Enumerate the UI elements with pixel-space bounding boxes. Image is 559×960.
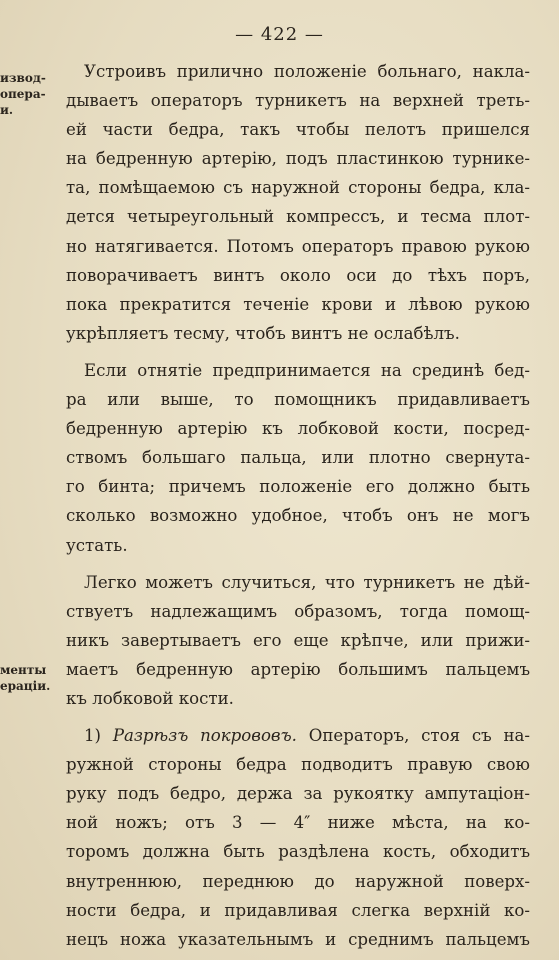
text-line: бедренную артерiю къ лобковой кости, посред-: [66, 419, 530, 439]
text-line: руку подъ бедро, держа за рукоятку ампутацiон-: [66, 784, 530, 804]
text-line: ствомъ большаго пальца, или плотно свернута-: [66, 448, 530, 468]
text-line: внутреннюю, переднюю до наружной поверх-: [66, 871, 530, 891]
margin-note: извод- опера- и.: [0, 71, 46, 117]
item-number: 1): [84, 726, 102, 746]
text-line: укрѣпляетъ тесму, чтобъ винтъ не ослабѣлъ.: [66, 323, 460, 343]
paragraph: [66, 356, 530, 560]
text-line: [66, 721, 530, 750]
text-line: ей части бедра, такъ чтобы пелотъ пришелся: [66, 120, 530, 140]
main-text: [66, 57, 530, 954]
text-line: на бедренную артерiю, подъ пластинкою турнике-: [66, 149, 530, 169]
text-line: ружной стороны бедра подводитъ правую свою: [66, 755, 530, 775]
text-line: ствуетъ надлежащимъ образомъ, тогда помощ-: [66, 601, 530, 621]
text-line: торомъ должна быть раздѣлена кость, обходитъ: [66, 842, 530, 862]
text-line: пока прекратится теченiе крови и лѣвою рукою: [66, 294, 530, 314]
text-line: устать.: [66, 535, 128, 555]
text-line: ра или выше, то помощникъ придавливаетъ: [66, 390, 530, 410]
text-fragment: Операторъ, стоя съ на-: [308, 726, 531, 746]
text-line: маетъ бедренную артерiю большимъ пальцемъ: [66, 659, 530, 679]
page-number: — 422 —: [235, 24, 324, 45]
text-line: го бинта; причемъ положенiе его должно быть: [66, 477, 530, 497]
margin-note: менты ерацiи.: [0, 663, 51, 693]
paragraph: [66, 568, 530, 713]
paragraph: [66, 721, 530, 954]
text-line: но натягивается. Потомъ операторъ правою рукою: [66, 236, 530, 256]
text-line: Легко можетъ случиться, что турникетъ не дѣй-: [84, 572, 530, 592]
text-line: Устроивъ прилично положенiе больнаго, накла-: [84, 62, 530, 81]
text-line: сколько возможно удобное, чтобъ онъ не могъ: [66, 506, 530, 526]
text-line: поворачиваетъ винтъ около оси до тѣхъ поръ,: [66, 265, 530, 285]
text-line: ной ножъ; отъ 3 — 4″ ниже мѣста, на ко-: [66, 813, 530, 833]
text-line: та, помѣщаемою съ наружной стороны бедра, кла-: [66, 178, 530, 198]
text-line: дется четыреугольный компрессъ, и тесма плот-: [66, 207, 530, 227]
text-line: нецъ ножа указательнымъ и среднимъ пальцемъ: [66, 929, 530, 949]
text-line: никъ завертываетъ его еще крѣпче, или прижи-: [66, 630, 530, 650]
text-line: Если отнятiе предпринимается на срединѣ бед-: [84, 360, 530, 380]
section-heading: Разрѣзъ покрововъ.: [112, 726, 297, 746]
text-line: ности бедра, и придавливая слегка верхнiй ко-: [66, 900, 530, 920]
text-line: къ лобковой кости.: [66, 688, 234, 708]
text-line: дываетъ операторъ турникетъ на верхней треть-: [66, 91, 530, 111]
paragraph: [66, 57, 530, 348]
